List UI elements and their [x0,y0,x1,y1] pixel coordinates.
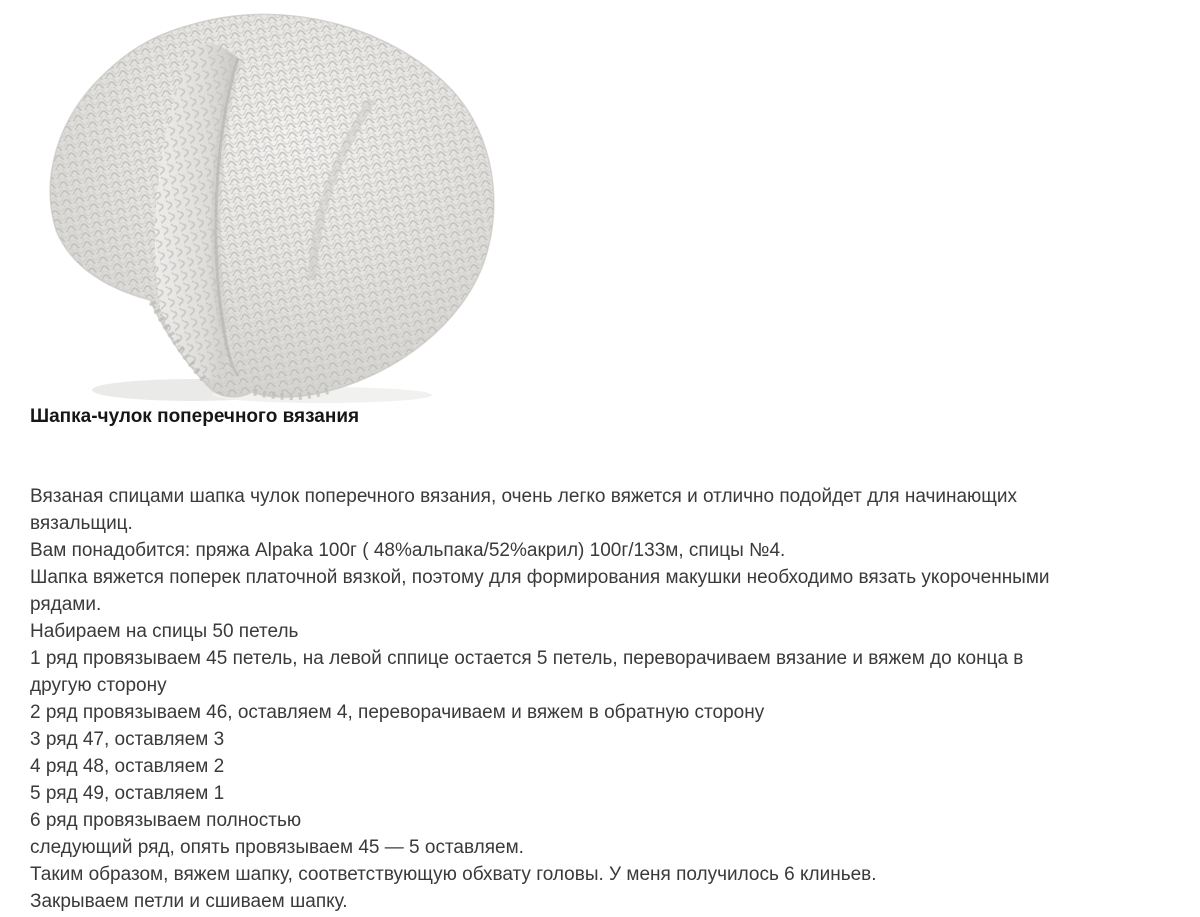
article-text-line: 1 ряд провязываем 45 петель, на левой сппице остается 5 петель, переворачиваем вязание и вяжем до конца в [30,648,1024,669]
article-text-line: рядами. [30,594,102,615]
article-text-line: другую сторону [30,675,167,696]
article-text-line: 6 ряд провязываем полностью [30,810,302,831]
article-text-line: Набираем на спицы 50 петель [30,621,299,642]
hat-photo [42,8,502,403]
article-text-line: Вам понадобится: пряжа Alpaka 100г ( 48%альпака/52%акрил) 100г/133м, спицы №4. [30,540,786,561]
article-text-line: 2 ряд провязываем 46, оставляем 4, переворачиваем и вяжем в обратную сторону [30,702,765,723]
article-text-line: Таким образом, вяжем шапку, соответствующую обхвату головы. У меня получилось 6 клиньев. [30,864,877,885]
article-text-line: Шапка вяжется поперек платочной вязкой, поэтому для формирования макушки необходимо вязать укороченными [30,567,1050,588]
article-text-line: вязальщиц. [30,513,133,534]
article-text-line: Закрываем петли и сшиваем шапку. [30,891,348,912]
article-text-line: 4 ряд 48, оставляем 2 [30,756,225,777]
article-text-line: 3 ряд 47, оставляем 3 [30,729,225,750]
article-title: Шапка-чулок поперечного вязания [30,406,360,427]
article-text-line: следующий ряд, опять провязываем 45 — 5 оставляем. [30,837,524,858]
article-body [30,483,1195,915]
article-text-line: 5 ряд 49, оставляем 1 [30,783,225,804]
knitted-hat-image [42,8,502,403]
article-text-line: Вязаная спицами шапка чулок поперечного вязания, очень легко вяжется и отлично подойдет для начинающих [30,486,1018,507]
